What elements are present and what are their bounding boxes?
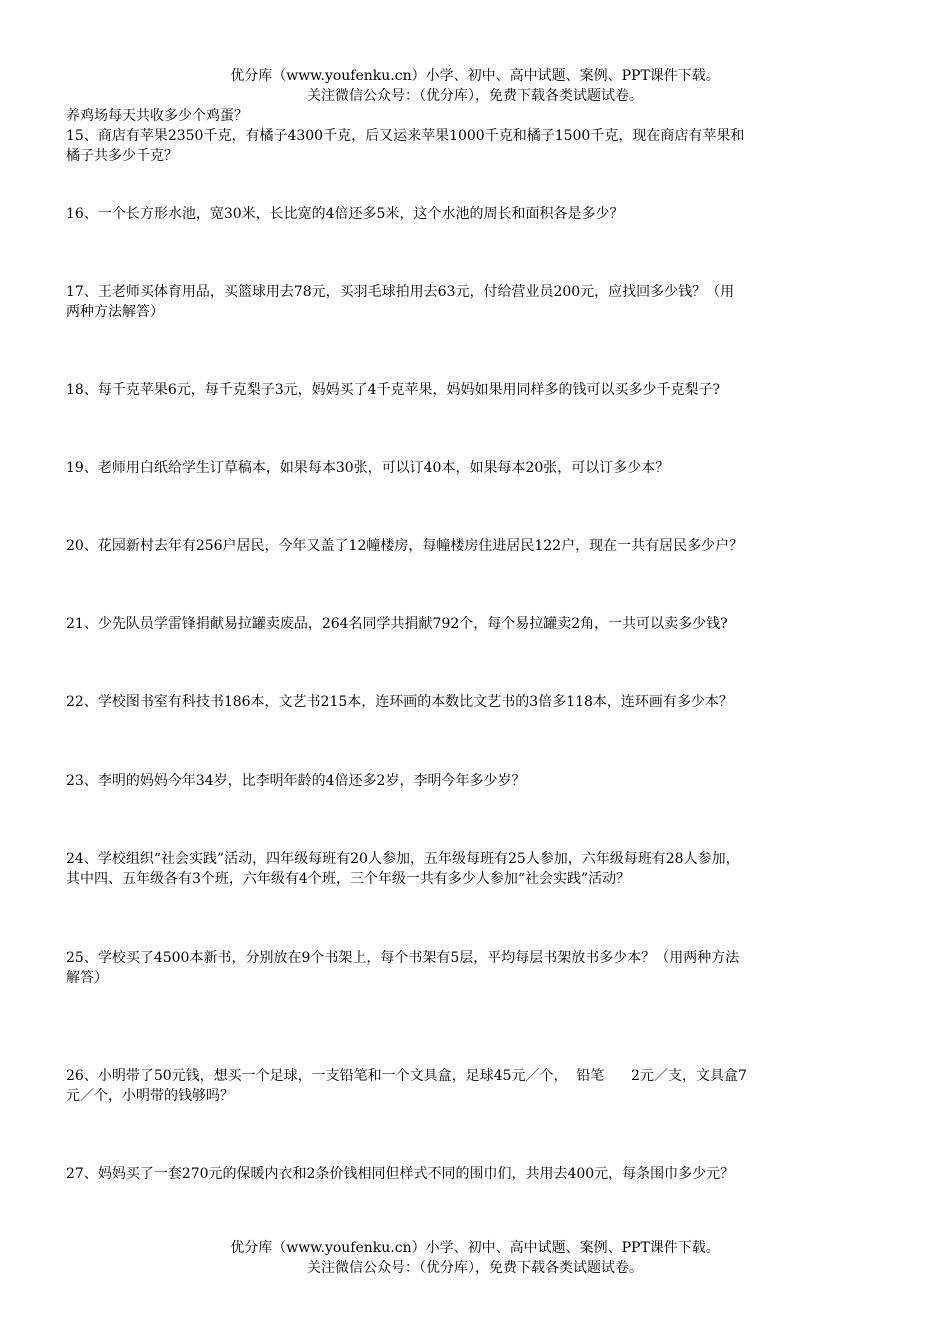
question-line: 15、商店有苹果2350千克，有橘子4300千克，后又运来苹果1000千克和橘子1500千克，现在商店有苹果和 [66,128,745,144]
question-line: 两种方法解答） [66,304,164,320]
question-line: 21、少先队员学雷锋捐献易拉罐卖废品，264名同学共捐献792个，每个易拉罐卖2角，一共可以卖多少钱? [66,616,728,632]
question-line: 16、一个长方形水池，宽30米，长比宽的4倍还多5米，这个水池的周长和面积各是多少？ [66,206,624,222]
continued-question-line: 养鸡场每天共收多少个鸡蛋？ [66,108,248,124]
question-18 [66,380,896,400]
question-line: 23、李明的妈妈今年34岁，比李明年龄的4倍还多2岁，李明今年多少岁？ [66,773,526,789]
question-20 [66,536,896,556]
header-line-2: 关注微信公众号：（优分库），免费下载各类试题试卷。 [307,88,643,104]
page-footer [0,1238,950,1278]
question-17 [66,282,896,322]
question-16 [66,204,896,224]
question-line: 20、花园新村去年有256户居民，今年又盖了12幢楼房，每幢楼房住进居民122户，现在一共有居民多少户？ [66,538,744,554]
question-22 [66,692,896,712]
question-line: 17、王老师买体育用品，买篮球用去78元，买羽毛球拍用去63元，付给营业员200元，应找回多少钱？（用 [66,284,735,300]
question-line: 26、小明带了50元钱，想买一个足球，一支铅笔和一个文具盒，足球45元／个， 铅笔 2元／支，文具盒7 [66,1068,747,1084]
question-line: 24、学校组织“社会实践”活动，四年级每班有20人参加，五年级每班有25人参加，六年级每班有28人参加， [66,851,740,867]
footer-line-2: 关注微信公众号：（优分库），免费下载各类试题试卷。 [307,1260,643,1276]
question-line: 22、学校图书室有科技书186本，文艺书215本，连环画的本数比文艺书的3倍多118本，连环画有多少本？ [66,694,733,710]
question-line: 19、老师用白纸给学生订草稿本，如果每本30张，可以订40本，如果每本20张，可以订多少本？ [66,460,670,476]
question-19 [66,458,896,478]
question-25 [66,948,896,988]
question-21 [66,614,896,634]
question-26 [66,1066,896,1106]
question-line: 解答） [66,970,108,986]
question-line: 橘子共多少千克？ [66,148,178,164]
page-header [0,66,950,106]
question-23 [66,771,896,791]
worksheet-body [66,106,896,1182]
question-line: 18、每千克苹果6元，每千克梨子3元，妈妈买了4千克苹果，妈妈如果用同样多的钱可以买多少千克梨子? [66,382,721,398]
question-line: 25、学校买了4500本新书，分别放在9个书架上，每个书架有5层，平均每层书架放书多少本？（用两种方法 [66,950,740,966]
header-line-1: 优分库（www.youfenku.cn）小学、初中、高中试题、案例、PPT课件下载。 [230,68,720,84]
question-27 [66,1164,896,1184]
question-15 [66,126,896,166]
question-line: 元／个，小明带的钱够吗？ [66,1088,234,1104]
question-24 [66,849,896,889]
question-line: 27、妈妈买了一套270元的保暖内衣和2条价钱相同但样式不同的围巾们，共用去400元，每条围巾多少元？ [66,1166,735,1182]
footer-line-1: 优分库（www.youfenku.cn）小学、初中、高中试题、案例、PPT课件下载。 [230,1240,720,1256]
question-line: 其中四、五年级各有3个班，六年级有4个班，三个年级一共有多少人参加“社会实践”活动？ [66,871,631,887]
